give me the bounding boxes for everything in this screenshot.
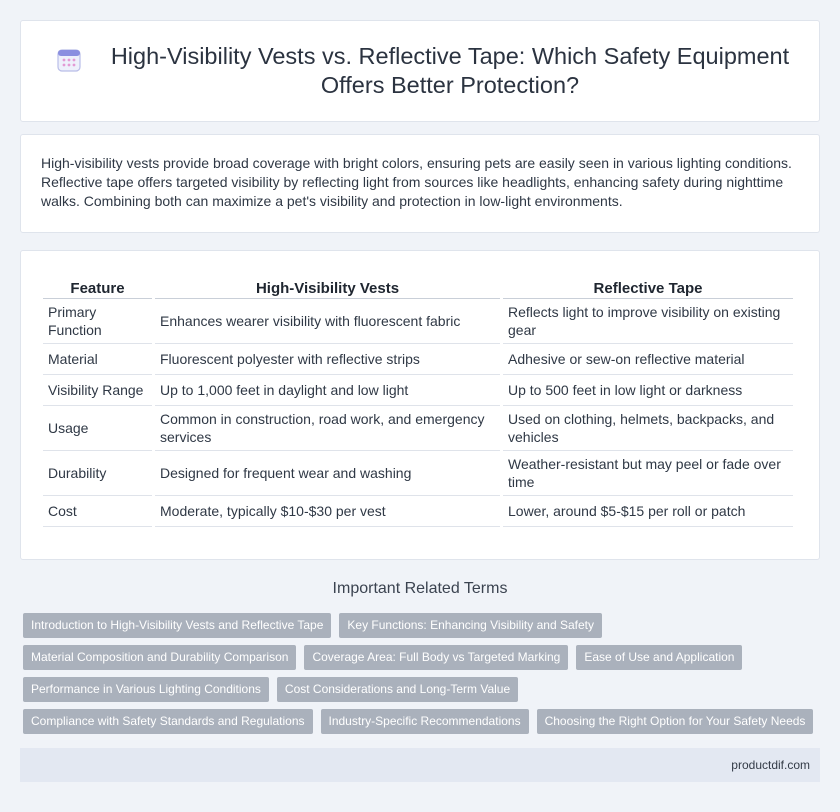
table-cell: Up to 500 feet in low light or darkness <box>503 375 793 406</box>
table-header-row <box>43 273 793 299</box>
intro-text: High-visibility vests provide broad coverage with bright colors, ensuring pets are easily seen in various lighting conditions. Reflective tape offers targeted visibility by reflecting light from sources like headlights, enhancing safety during nighttime walks. Combining both can maximize a pet's visibility and protection in low-light environments. <box>41 155 792 209</box>
table-cell: Visibility Range <box>43 375 152 406</box>
table-cell: Durability <box>43 451 152 496</box>
table-row <box>43 375 793 406</box>
related-term-tag[interactable]: Compliance with Safety Standards and Regulations <box>23 709 313 734</box>
footer <box>20 748 820 782</box>
title-card <box>20 20 820 122</box>
related-term-tag[interactable]: Performance in Various Lighting Conditions <box>23 677 269 702</box>
related-term-tag[interactable]: Key Functions: Enhancing Visibility and Safety <box>339 613 602 638</box>
related-term-tag[interactable]: Introduction to High-Visibility Vests and Reflective Tape <box>23 613 331 638</box>
column-header-tape: Reflective Tape <box>503 273 793 299</box>
related-term-tag[interactable]: Industry-Specific Recommendations <box>321 709 529 734</box>
comparison-table <box>40 273 796 527</box>
table-cell: Designed for frequent wear and washing <box>155 451 500 496</box>
table-cell: Moderate, typically $10-$30 per vest <box>155 496 500 527</box>
table-cell: Common in construction, road work, and emergency services <box>155 406 500 451</box>
table-cell: Primary Function <box>43 299 152 344</box>
related-term-tag[interactable]: Cost Considerations and Long-Term Value <box>277 677 518 702</box>
related-term-tag[interactable]: Material Composition and Durability Comparison <box>23 645 296 670</box>
related-terms-list <box>23 613 823 741</box>
table-cell: Cost <box>43 496 152 527</box>
comparison-table-card <box>20 250 820 560</box>
footer-site-link[interactable]: productdif.com <box>731 758 810 772</box>
column-header-vests: High-Visibility Vests <box>155 273 500 299</box>
related-term-tag[interactable]: Ease of Use and Application <box>576 645 742 670</box>
page-title: High-Visibility Vests vs. Reflective Tape: Which Safety Equipment Offers Better Protection? <box>110 43 790 98</box>
table-cell: Reflects light to improve visibility on existing gear <box>503 299 793 344</box>
table-row <box>43 299 793 344</box>
table-cell: Used on clothing, helmets, backpacks, and vehicles <box>503 406 793 451</box>
column-header-feature: Feature <box>43 273 152 299</box>
table-cell: Up to 1,000 feet in daylight and low light <box>155 375 500 406</box>
table-cell: Material <box>43 344 152 375</box>
table-cell: Adhesive or sew-on reflective material <box>503 344 793 375</box>
table-row <box>43 406 793 451</box>
related-terms-title: Important Related Terms <box>332 580 508 597</box>
intro-card <box>20 134 820 233</box>
table-cell: Enhances wearer visibility with fluorescent fabric <box>155 299 500 344</box>
table-cell: Fluorescent polyester with reflective strips <box>155 344 500 375</box>
calendar-icon <box>56 47 82 73</box>
table-cell: Usage <box>43 406 152 451</box>
table-cell: Weather-resistant but may peel or fade over time <box>503 451 793 496</box>
table-row <box>43 496 793 527</box>
table-cell: Lower, around $5-$15 per roll or patch <box>503 496 793 527</box>
related-term-tag[interactable]: Choosing the Right Option for Your Safety Needs <box>537 709 814 734</box>
table-row <box>43 344 793 375</box>
table-row <box>43 451 793 496</box>
related-term-tag[interactable]: Coverage Area: Full Body vs Targeted Marking <box>304 645 568 670</box>
